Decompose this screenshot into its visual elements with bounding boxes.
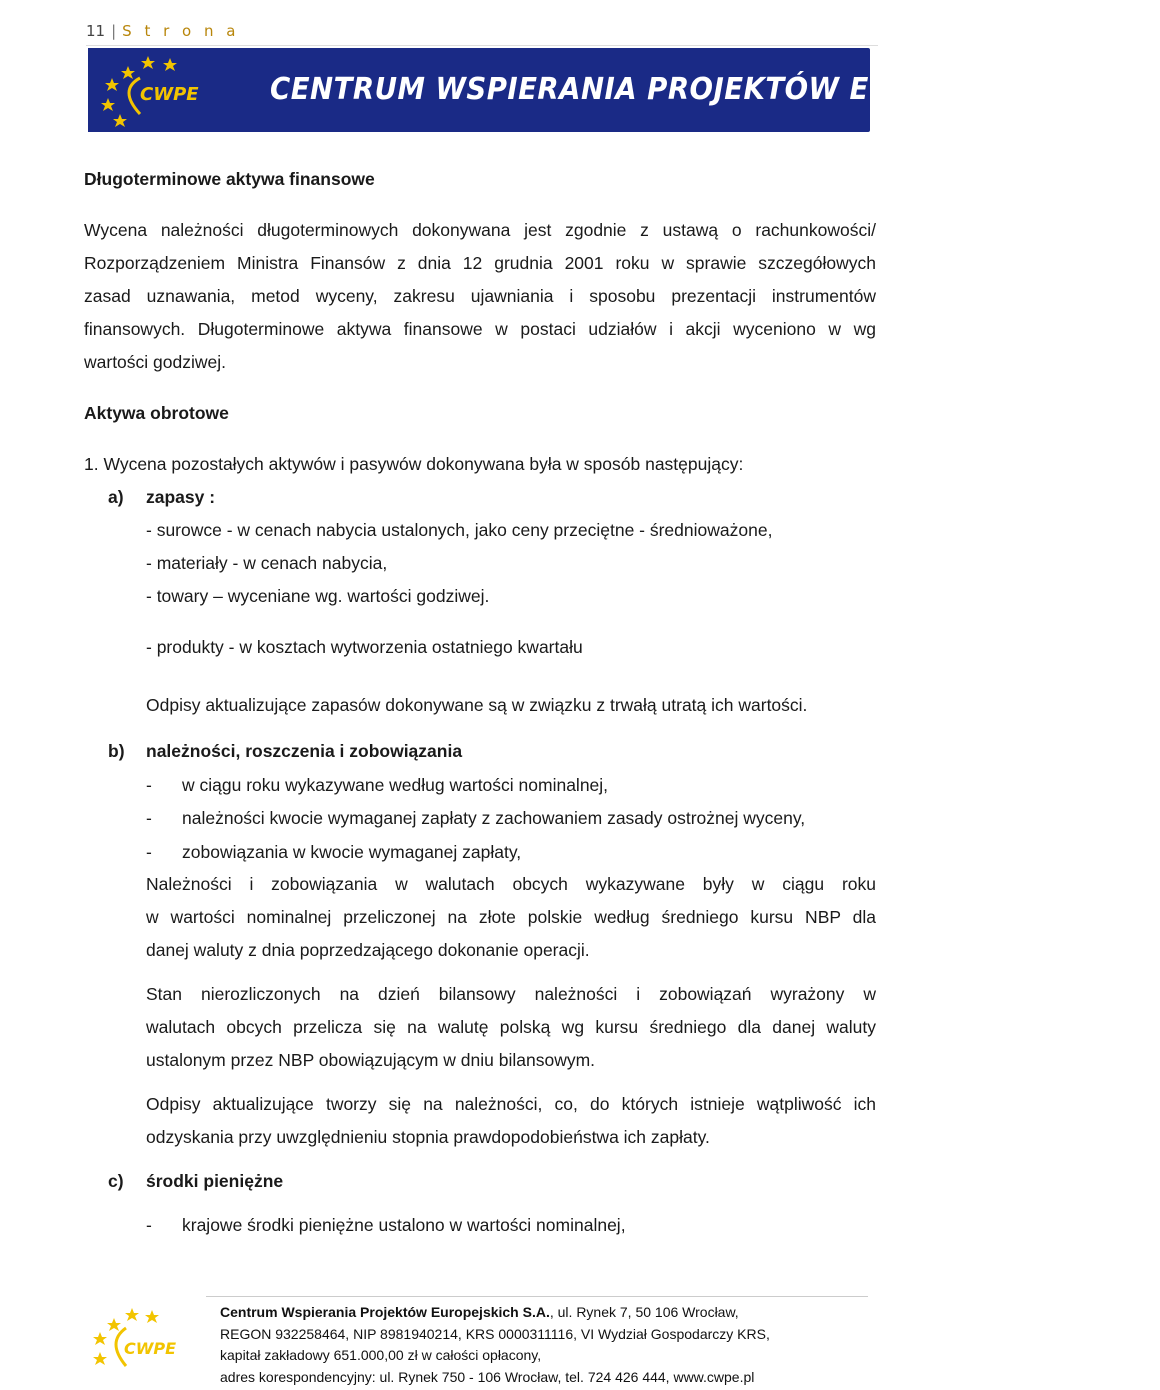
paragraph-line: Odpisy aktualizujące tworzy się na należności, co, do których istnieje wątpliwość ich <box>146 1094 876 1114</box>
dash-marker: - <box>146 842 152 862</box>
paragraph-line: finansowych. Długoterminowe aktywa finansowe w postaci udziałów i akcji wyceniono w wg <box>84 319 876 339</box>
company-banner <box>88 48 1160 132</box>
paragraph-line: wartości godziwej. <box>84 352 226 372</box>
list-item: - produkty - w kosztach wytworzenia ostatniego kwartału <box>146 637 583 657</box>
cwpe-footer-logo-icon <box>88 1298 200 1382</box>
paragraph-line: Rozporządzeniem Ministra Finansów z dnia 12 grudnia 2001 roku w sprawie szczegółowych <box>84 253 876 273</box>
footer-company-name: Centrum Wspierania Projektów Europejskich S.A. <box>220 1304 550 1320</box>
banner-title: CENTRUM WSPIERANIA PROJEKTÓW EUROPEJSKICH S.A. <box>270 72 1160 107</box>
subheading-cash: środki pieniężne <box>146 1171 284 1191</box>
list-marker-a: a) <box>108 487 124 507</box>
paragraph-line: walutach obcych przelicza się na walutę polską wg kursu średniego dla danej waluty <box>146 1017 876 1037</box>
footer-capital: kapitał zakładowy 651.000,00 zł w całości opłacony, <box>220 1347 542 1363</box>
header-separator: | <box>111 22 117 40</box>
numbered-item-1: 1. Wycena pozostałych aktywów i pasywów dokonywana była w sposób następujący: <box>84 454 744 474</box>
dash-marker: - <box>146 1215 152 1235</box>
footer-rule <box>206 1296 868 1297</box>
subheading-receivables: należności, roszczenia i zobowiązania <box>146 741 463 761</box>
footer-correspondence: adres korespondencyjny: ul. Rynek 750 - 106 Wrocław, tel. 724 426 444, www.cwpe.pl <box>220 1368 755 1385</box>
list-item: - surowce - w cenach nabycia ustalonych, jako ceny przeciętne - średnioważone, <box>146 520 773 540</box>
footer-registration: REGON 932258464, NIP 8981940214, KRS 0000311116, VI Wydział Gospodarczy KRS, <box>220 1325 770 1342</box>
inventory-note: Odpisy aktualizujące zapasów dokonywane są w związku z trwałą utratą ich wartości. <box>146 695 808 715</box>
page-word: S t r o n a <box>122 22 240 40</box>
page-number-header <box>86 22 239 40</box>
paragraph-line: ustalonym przez NBP obowiązującym w dniu bilansowym. <box>146 1050 596 1070</box>
banner-logo-text: CWPE <box>140 84 199 105</box>
paragraph-line: Należności i zobowiązania w walutach obcych wykazywane były w ciągu roku <box>146 874 876 894</box>
paragraph-line: w wartości nominalnej przeliczonej na złote polskie według średniego kursu NBP dla <box>146 907 876 927</box>
header-rule <box>86 45 878 46</box>
cwpe-stars-logo-icon <box>88 48 268 132</box>
section-heading-long-term-assets: Długoterminowe aktywa finansowe <box>84 169 375 189</box>
list-marker-c: c) <box>108 1171 124 1191</box>
dash-marker: - <box>146 808 152 828</box>
paragraph-line: zasad uznawania, metod wyceny, zakresu ujawniania i sposobu prezentacji instrumentów <box>84 286 876 306</box>
page-number: 11 <box>86 22 106 40</box>
paragraph-line: odzyskania przy uwzględnieniu stopnia prawdopodobieństwa ich zapłaty. <box>146 1127 710 1147</box>
section-heading-current-assets: Aktywa obrotowe <box>84 403 229 423</box>
dash-marker: - <box>146 775 152 795</box>
list-marker-b: b) <box>108 741 125 761</box>
paragraph-line: danej waluty z dnia poprzedzającego dokonanie operacji. <box>146 940 590 960</box>
subheading-inventory: zapasy : <box>146 487 216 507</box>
footer-address: , ul. Rynek 7, 50 106 Wrocław, <box>549 1304 739 1320</box>
list-item: krajowe środki pieniężne ustalono w wartości nominalnej, <box>182 1215 626 1235</box>
footer-company-info <box>220 1302 770 1388</box>
list-item: - towary – wyceniane wg. wartości godziwej. <box>146 586 490 606</box>
list-item: należności kwocie wymaganej zapłaty z zachowaniem zasady ostrożnej wyceny, <box>182 808 806 828</box>
footer-logo-text: CWPE <box>124 1339 177 1358</box>
list-item: - materiały - w cenach nabycia, <box>146 553 388 573</box>
paragraph-line: Wycena należności długoterminowych dokonywana jest zgodnie z ustawą o rachunkowości/ <box>84 220 876 240</box>
list-item: w ciągu roku wykazywane według wartości nominalnej, <box>182 775 609 795</box>
paragraph-line: Stan nierozliczonych na dzień bilansowy należności i zobowiązań wyrażony w <box>146 984 876 1004</box>
list-item: zobowiązania w kwocie wymaganej zapłaty, <box>182 842 522 862</box>
